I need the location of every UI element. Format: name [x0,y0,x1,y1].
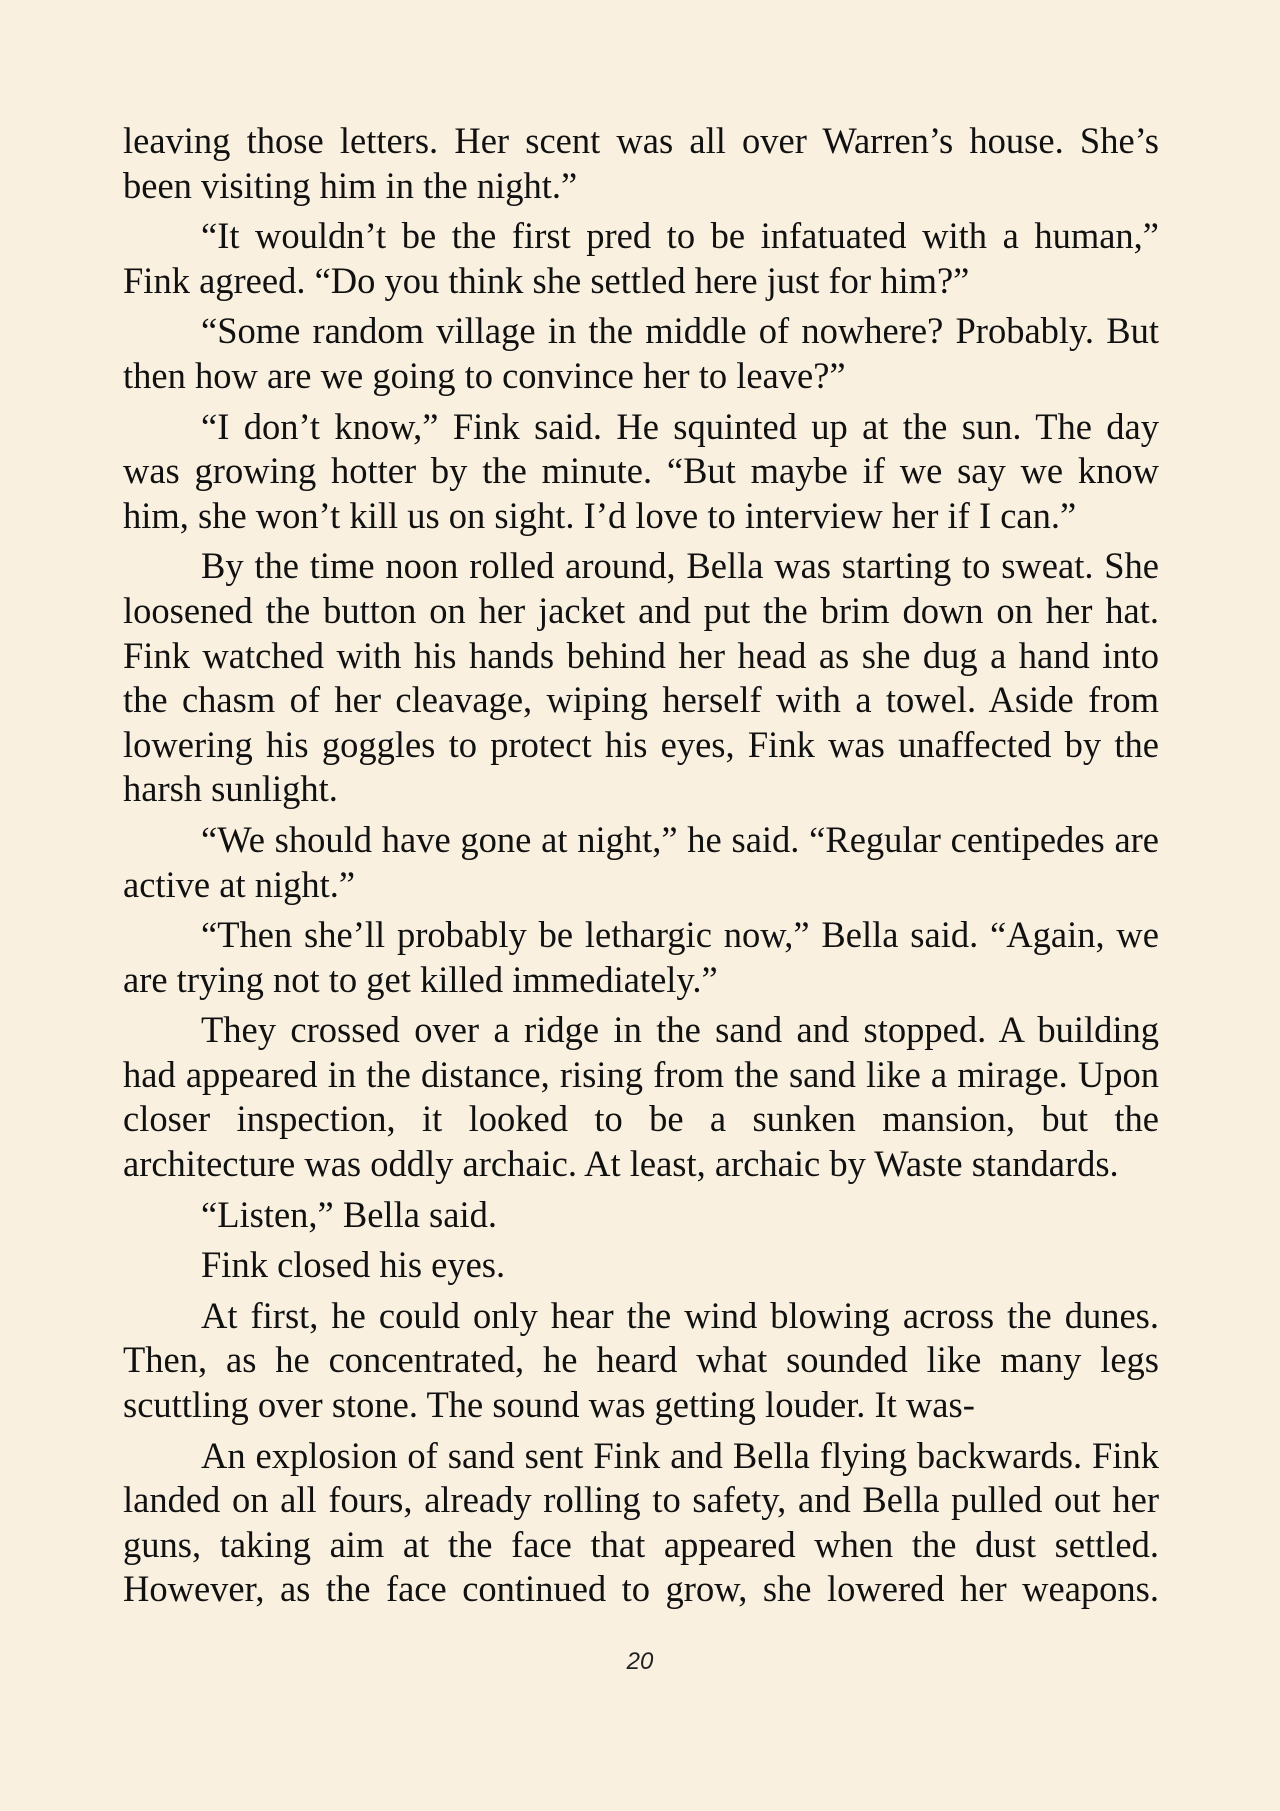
paragraph-3: “Some random village in the middle of nowhere? Probably. But then how are we going to convince her to leave?” [123,310,1159,396]
paragraph-5: By the time noon rolled around, Bella was starting to sweat. She loosened the button on her jacket and put the brim down on her hat. Fink watched with his hands behind her head as she dug a hand into the chasm of her cleavage, wiping herself with a towel. Aside from lowering his goggles to protect his eyes, Fink was unaffected by the harsh sunlight. [123,545,1159,810]
paragraph-7: “Then she’ll probably be lethargic now,” Bella said. “Again, we are trying not to get killed immediately.” [123,914,1159,1000]
page-number: 20 [626,1648,654,1675]
paragraph-12: An explosion of sand sent Fink and Bella flying backwards. Fink landed on all fours, already rolling to safety, and Bella pulled out her guns, taking aim at the face that appeared when the dust settled. However, as the face continued to grow, she lowered her weapons. [123,1434,1159,1610]
paragraph-4: “I don’t know,” Fink said. He squinted up at the sun. The day was growing hotter by the minute. “But maybe if we say we know him, she won’t kill us on sight. I’d love to interview her if I can.” [123,405,1159,536]
page-body [123,119,1159,1618]
paragraph-10: Fink closed his eyes. [201,1244,506,1286]
paragraph-8: They crossed over a ridge in the sand and stopped. A building had appeared in the distance, rising from the sand like a mirage. Upon closer inspection, it looked to be a sunken mansion, but the architecture was oddly archaic. At least, archaic by Waste standards. [123,1009,1159,1185]
paragraph-2: “It wouldn’t be the first pred to be infatuated with a human,” Fink agreed. “Do you think she settled here just for him?” [123,215,1159,301]
paragraph-1: leaving those letters. Her scent was all over Warren’s house. She’s been visiting him in the night.” [123,120,1159,206]
paragraph-6: “We should have gone at night,” he said. “Regular centipedes are active at night.” [123,818,1159,905]
paragraph-11: At first, he could only hear the wind blowing across the dunes. Then, as he concentrated, he heard what sounded like many legs scuttling over stone. The sound was getting louder. It was- [123,1294,1159,1426]
paragraph-9: “Listen,” Bella said. [201,1193,497,1235]
